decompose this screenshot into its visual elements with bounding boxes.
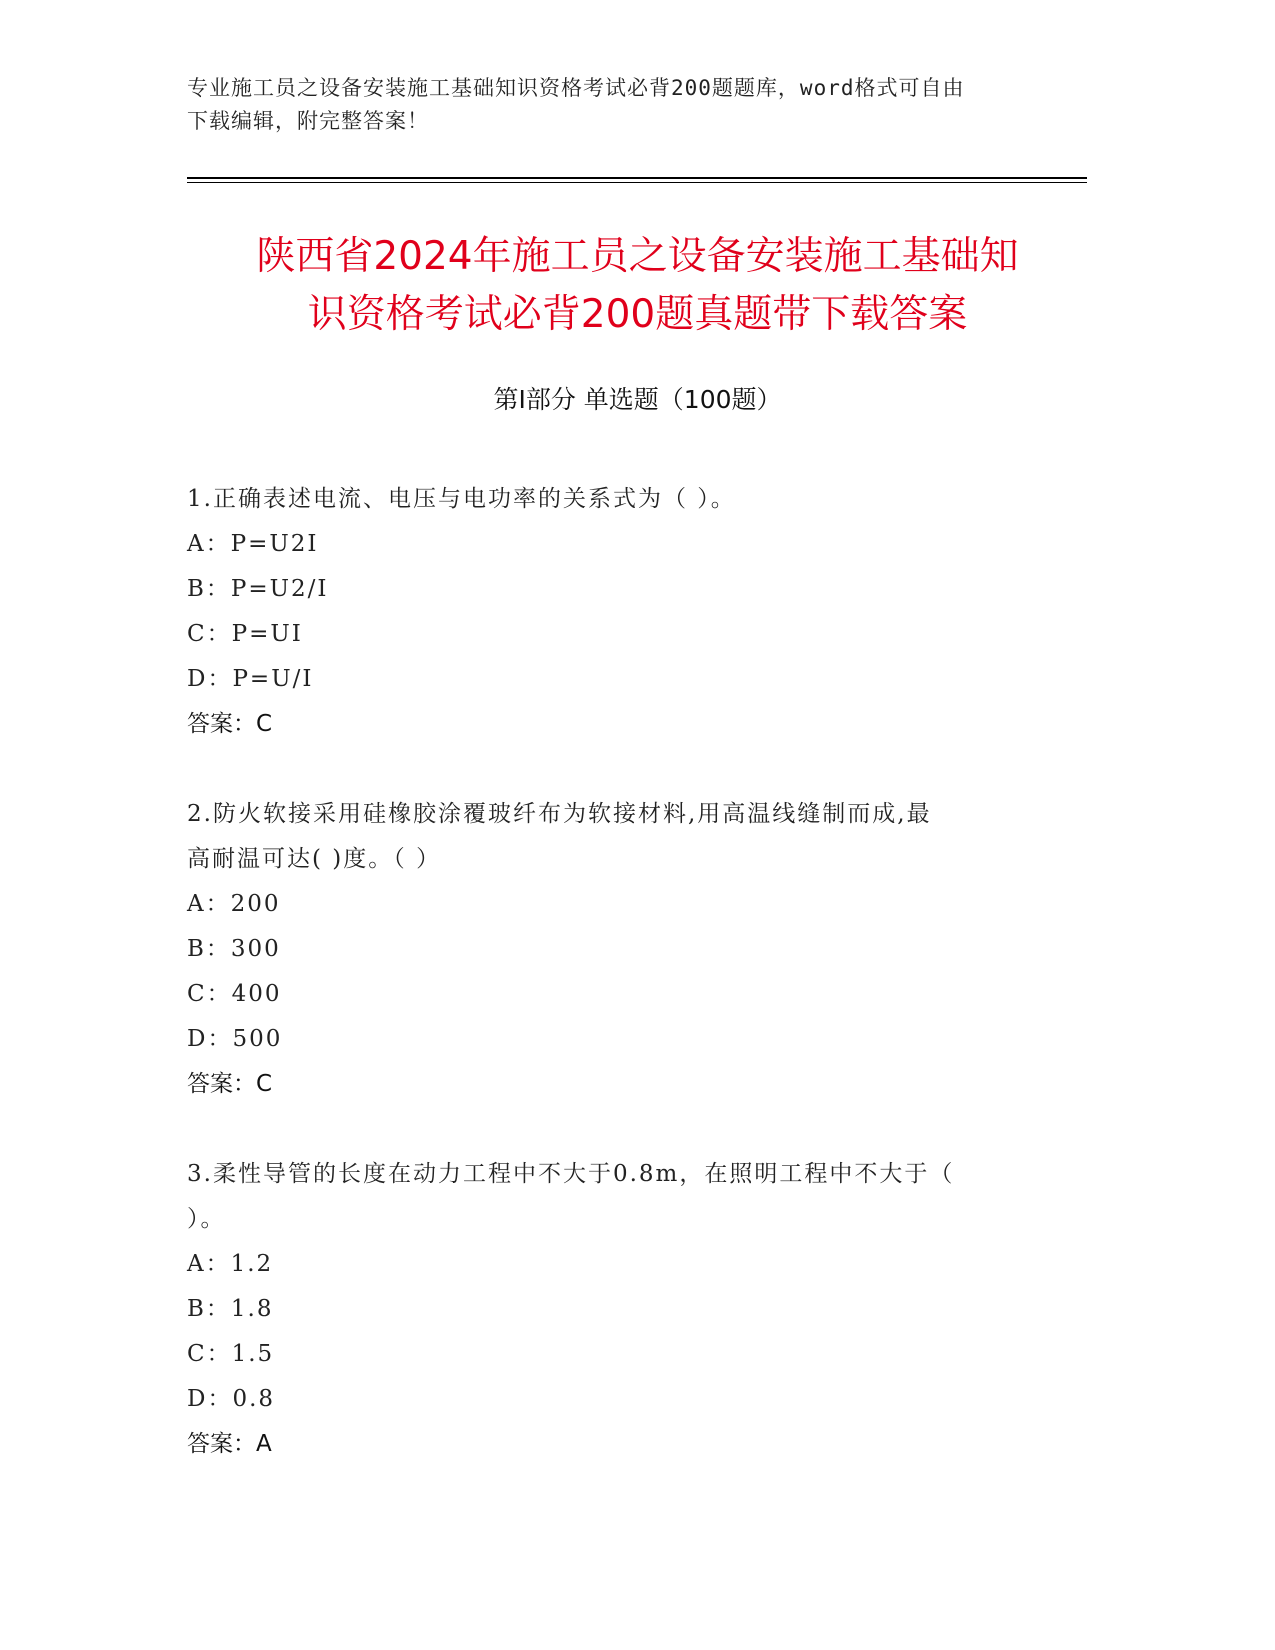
question-item xyxy=(187,1152,1067,1467)
title-line: 陕西省2024年施工员之设备安装施工基础知 xyxy=(256,234,1019,279)
question-stem-continued: ）。 xyxy=(187,1206,226,1232)
question-stem: 3.柔性导管的长度在动力工程中不大于0.8m，在照明工程中不大于（ xyxy=(187,1161,955,1187)
section-heading: 第Ⅰ部分 单选题（100题） xyxy=(493,385,782,414)
answer-line: 答案：A xyxy=(187,1431,272,1457)
question-item xyxy=(187,477,1067,747)
option-d: D：0.8 xyxy=(187,1386,276,1412)
answer-line: 答案：C xyxy=(187,1071,273,1097)
option-d: D：500 xyxy=(187,1026,283,1052)
intro-line: 专业施工员之设备安装施工基础知识资格考试必背200题题库，word格式可自由 xyxy=(187,76,965,100)
option-b: B：P=U2/I xyxy=(187,576,329,602)
question-stem-continued: 高耐温可达( )度。（ ） xyxy=(187,846,442,872)
option-a: A：1.2 xyxy=(187,1251,274,1277)
option-c: C：P=UI xyxy=(187,621,303,647)
question-stem: 2.防火软接采用硅橡胶涂覆玻纤布为软接材料,用高温线缝制而成,最 xyxy=(187,801,932,827)
question-stem: 1.正确表述电流、电压与电功率的关系式为（ ）。 xyxy=(187,486,736,512)
question-list xyxy=(187,477,1067,1512)
intro-line: 下载编辑，附完整答案！ xyxy=(187,109,429,133)
option-c: C：400 xyxy=(187,981,282,1007)
option-c: C：1.5 xyxy=(187,1341,275,1367)
option-b: B：1.8 xyxy=(187,1296,274,1322)
answer-line: 答案：C xyxy=(187,711,273,737)
header-rule-thin xyxy=(187,182,1087,183)
title-line: 识资格考试必背200题真题带下载答案 xyxy=(307,292,968,337)
question-item xyxy=(187,792,1067,1107)
header-rule-thick xyxy=(187,177,1087,179)
option-b: B：300 xyxy=(187,936,281,962)
option-a: A：200 xyxy=(187,891,281,917)
intro-text xyxy=(187,72,1067,138)
document-title xyxy=(150,228,1125,344)
option-a: A：P=U2I xyxy=(187,531,319,557)
option-d: D：P=U/I xyxy=(187,666,314,692)
